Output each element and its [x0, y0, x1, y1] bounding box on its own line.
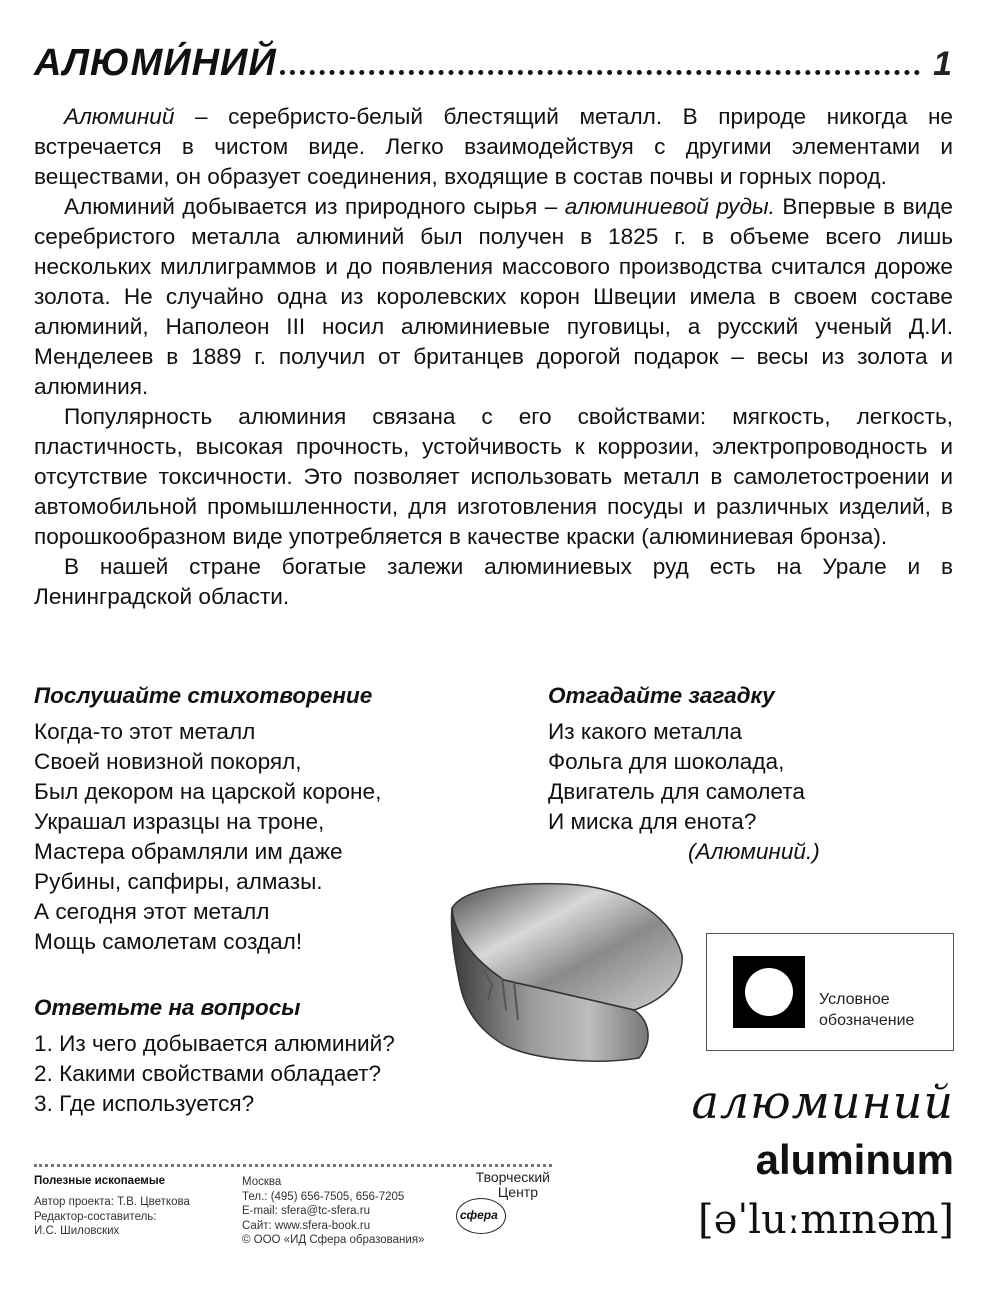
poem-section: [34, 681, 504, 957]
page-number: 1: [933, 45, 952, 83]
questions-list: [34, 1029, 504, 1119]
poem-lines: [34, 717, 504, 957]
question-item: 2. Какими свойствами обладает?: [34, 1061, 382, 1086]
logo-text-line2: Центр: [497, 1184, 538, 1200]
logo-emblem-icon: [456, 1198, 506, 1234]
poem-line: Был декором на царской короне,: [34, 779, 382, 804]
transcription: [əˈluːmɪnəm]: [698, 1197, 954, 1243]
paragraph-2-start: Алюминий добывается из природного сырья –: [64, 194, 565, 219]
symbol-box: [706, 933, 954, 1051]
term-aluminum: Алюминий: [64, 104, 175, 129]
riddle-line: Фольга для шоколада,: [548, 749, 785, 774]
footer-copyright: © ООО «ИД Сфера образования»: [242, 1234, 425, 1246]
footer-editor-name: И.С. Шиловских: [34, 1225, 120, 1237]
poem-line: Мощь самолетам создал!: [34, 929, 303, 954]
page-title: АЛЮМИ́НИЙ: [34, 42, 277, 84]
title-leader-dots: [280, 70, 920, 75]
footer-series: Полезные ископаемые: [34, 1175, 166, 1187]
cursive-word: алюминий: [691, 1075, 954, 1129]
riddle-line: И миска для енота?: [548, 809, 757, 834]
paragraph-1-text: – серебристо-белый блестящий металл. В природе никогда не встречается в чистом виде. Легко взаимодействуя с другими элементами и веществами, он образует соединения, входящие в состав почвы и горных пород.: [34, 104, 953, 189]
poem-line: Своей новизной покорял,: [34, 749, 302, 774]
footer-contacts: [242, 1175, 424, 1248]
article-body: [34, 102, 953, 612]
poem-line: Когда-то этот металл: [34, 719, 256, 744]
riddle-line: Двигатель для самолета: [548, 779, 805, 804]
poem-line: А сегодня этот металл: [34, 899, 270, 924]
footer-author: Автор проекта: Т.В. Цветкова: [34, 1196, 190, 1208]
riddle-line: Из какого металла: [548, 719, 743, 744]
question-item: 3. Где используется?: [34, 1091, 255, 1116]
publisher-logo: [452, 1168, 556, 1240]
symbol-label: Условное обозначение: [819, 991, 915, 1029]
riddle-lines: [548, 717, 848, 867]
paragraph-1: [34, 102, 953, 192]
questions-section: [34, 993, 504, 1119]
paragraph-2: [34, 192, 953, 402]
poem-line: Украшал изразцы на троне,: [34, 809, 325, 834]
aluminum-symbol-icon: [733, 956, 805, 1028]
footer-editor-label: Редактор-составитель:: [34, 1210, 157, 1223]
footer-credits: [34, 1195, 190, 1239]
paragraph-2-text: Впервые в виде серебристого металла алюминий был получен в 1825 г. в объеме всего лишь нескольких миллиграммов и до появления массового производства считался дороже золота. Не случайно одна из королевских корон Швеции имела в своем составе алюминий, Наполеон III носил алюминиевые пуговицы, а русский ученый Д.И. Менделеев в 1889 г. получил от британцев дорогой подарок – весы из золота и алюминия.: [34, 194, 954, 399]
footer-email: E-mail: sfera@tc-sfera.ru: [242, 1205, 370, 1217]
riddle-section: [548, 681, 848, 867]
english-word: aluminum: [755, 1136, 954, 1183]
riddle-answer: (Алюминий.): [688, 839, 820, 864]
footer-divider: [34, 1164, 552, 1167]
poem-heading: Послушайте стихотворение: [34, 683, 373, 708]
symbol-circle: [745, 968, 793, 1016]
questions-heading: Ответьте на вопросы: [34, 995, 301, 1020]
paragraph-4: В нашей стране богатые залежи алюминиевых руд есть на Урале и в Ленинградской области.: [34, 554, 953, 609]
footer-city: Москва: [242, 1176, 282, 1188]
poem-line: Рубины, сапфиры, алмазы.: [34, 869, 323, 894]
poem-line: Мастера обрамляли им даже: [34, 839, 343, 864]
footer-site: Сайт: www.sfera-book.ru: [242, 1219, 371, 1232]
footer-phone: Тел.: (495) 656-7505, 656-7205: [242, 1190, 405, 1203]
paragraph-3: Популярность алюминия связана с его свойствами: мягкость, легкость, пластичность, высокая прочность, устойчивость к коррозии, электропроводность и отсутствие токсичности. Это позволяет использовать металл в самолетостроении и автомобильной промышленности, для изготовления посуды и различных изделий, в порошкообразном виде употребляется в качестве краски (алюминиевая бронза).: [34, 404, 953, 549]
riddle-heading: Отгадайте загадку: [548, 683, 775, 708]
logo-brand: сфера: [460, 1208, 498, 1222]
question-item: 1. Из чего добывается алюминий?: [34, 1031, 395, 1056]
term-ore: алюминиевой руды.: [564, 194, 775, 219]
logo-text-line1: Творческий: [475, 1169, 550, 1185]
